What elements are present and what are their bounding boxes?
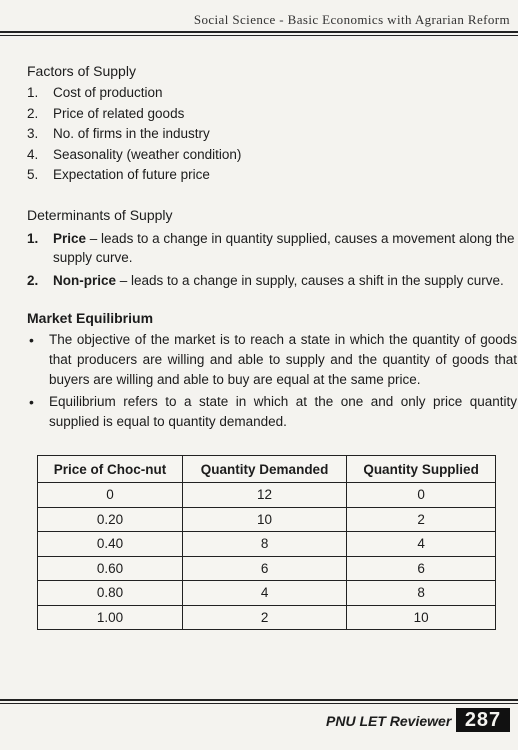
price-cell: 0.80 (38, 581, 183, 606)
table-header-row (38, 456, 496, 483)
determinants-list (27, 229, 517, 294)
price-cell: 0.60 (38, 556, 183, 581)
col-header-price: Price of Choc-nut (38, 456, 183, 483)
demanded-cell: 4 (182, 581, 346, 606)
page-number-badge: 287 (456, 708, 510, 732)
equilibrium-heading: Market Equilibrium (27, 310, 154, 326)
factor-item: 1. Cost of production (27, 85, 163, 100)
equilibrium-bullet: • Equilibrium refers to a state in which at the one and only price quantity supplied is equal to quantity demanded. (27, 392, 517, 432)
header-rule (0, 31, 518, 33)
equilibrium-bullet: • The objective of the market is to reach a state in which the quantity of goods that producers are willing and able to supply and the quantity of goods that buyers are willing and able to buy are equal at the same price. (27, 330, 517, 390)
col-header-demanded: Quantity Demanded (182, 456, 346, 483)
demanded-cell: 6 (182, 556, 346, 581)
demanded-cell: 8 (182, 532, 346, 557)
equilibrium-bullets (27, 330, 517, 434)
table-row (38, 483, 496, 508)
table-row (38, 581, 496, 606)
footer-label: PNU LET Reviewer (326, 713, 452, 729)
supplied-cell: 8 (347, 581, 496, 606)
demanded-cell: 12 (182, 483, 346, 508)
factor-item: 5. Expectation of future price (27, 167, 210, 183)
footer-rule (0, 699, 518, 701)
determinants-heading: Determinants of Supply (27, 207, 173, 223)
price-cell: 0 (38, 483, 183, 508)
supplied-cell: 4 (347, 532, 496, 557)
header-title: Social Science - Basic Economics with Agrarian Reform (193, 12, 510, 27)
table-row (38, 507, 496, 532)
factor-item: 3. No. of firms in the industry (27, 126, 210, 142)
table-row (38, 556, 496, 581)
supplied-cell: 6 (347, 556, 496, 581)
price-cell: 0.20 (38, 507, 183, 532)
factor-item: 2. Price of related goods (27, 105, 185, 121)
determinant-item: 2. Non-price – leads to a change in supply, causes a shift in the supply curve. (27, 273, 504, 288)
price-cell: 0.40 (38, 532, 183, 557)
supplied-cell: 10 (347, 605, 496, 630)
factors-heading: Factors of Supply (27, 63, 136, 79)
header-rule-thin (0, 35, 518, 36)
supplied-cell: 0 (347, 483, 496, 508)
price-cell: 1.00 (38, 605, 183, 630)
table-row (38, 532, 496, 557)
factor-item: 4. Seasonality (weather condition) (27, 146, 242, 162)
col-header-supplied: Quantity Supplied (347, 456, 496, 483)
supply-demand-table (37, 455, 496, 630)
supplied-cell: 2 (347, 507, 496, 532)
demanded-cell: 2 (182, 605, 346, 630)
demanded-cell: 10 (182, 507, 346, 532)
table-row (38, 605, 496, 630)
determinant-item: 1. Price – leads to a change in quantity supplied, causes a movement along the supply curve. (27, 231, 515, 265)
footer-rule-thin (0, 703, 518, 704)
factors-list (27, 83, 241, 186)
